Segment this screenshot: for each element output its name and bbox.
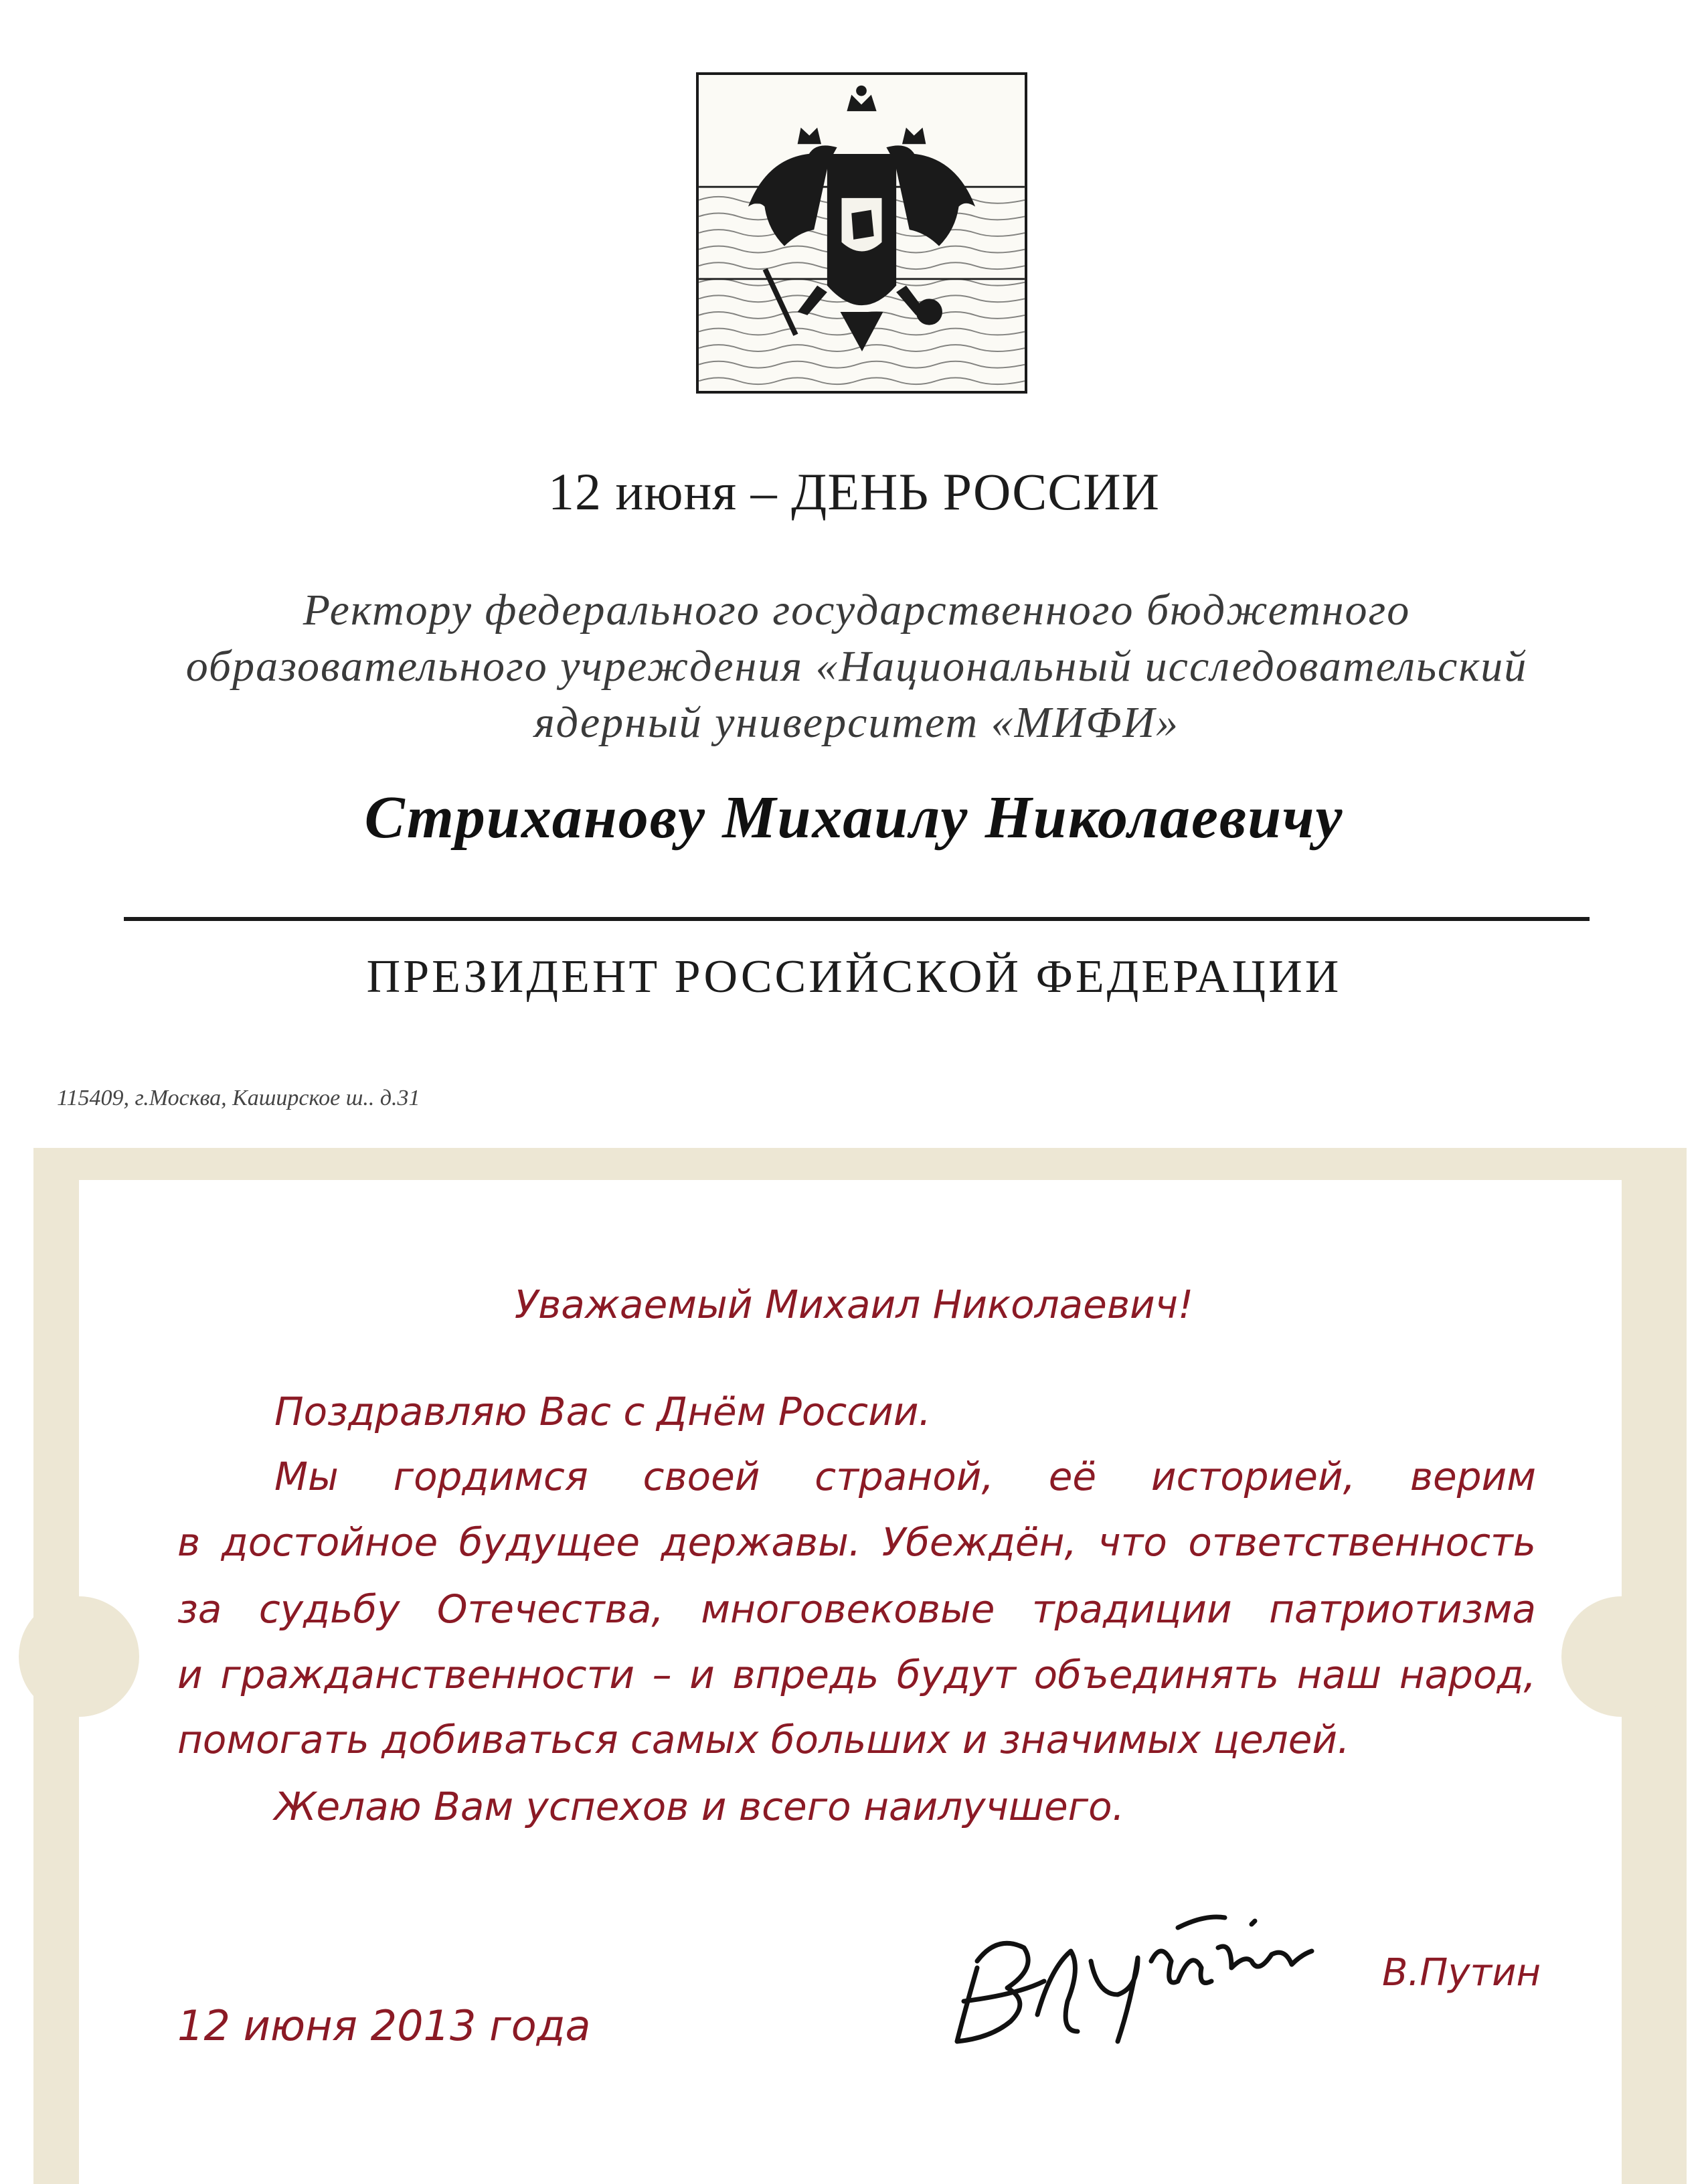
letter-line: за судьбу Отечества, многовековые традиции патриотизма: [177, 1586, 1536, 1632]
card-notch-right: [1561, 1596, 1682, 1717]
recipient-line: Ректору федерального государственного бюджетного: [303, 586, 1411, 635]
signer-name: В.Путин: [1382, 1951, 1541, 1995]
letter-line: и гражданственности – и впредь будут объединять наш народ,: [177, 1652, 1536, 1697]
letter-line: в достойное будущее державы. Убеждён, что ответственность: [177, 1519, 1536, 1565]
letter-line: Мы гордимся своей страной, её историей, верим: [274, 1454, 1536, 1499]
recipient-line: образовательного учреждения «Национальный исследовательский: [185, 642, 1528, 691]
card-notch-left: [19, 1596, 139, 1717]
recipient-title: [54, 582, 1660, 751]
letter-greeting: Уважаемый Михаил Николаевич!: [514, 1282, 1194, 1327]
recipient-line: ядерный университет «МИФИ»: [533, 698, 1179, 747]
signature-icon: [937, 1887, 1365, 2062]
recipient-name: Стриханову Михаилу Николаевичу: [364, 784, 1344, 851]
letter-closing: Желаю Вам успехов и всего наилучшего.: [274, 1784, 1125, 1829]
coat-of-arms-emblem: [696, 72, 1027, 394]
sender-title: ПРЕЗИДЕНТ РОССИЙСКОЙ ФЕДЕРАЦИИ: [366, 951, 1342, 1003]
letter-line: Поздравляю Вас с Днём России.: [274, 1389, 931, 1434]
address: 115409, г.Москва, Каширское ш.. д.31: [57, 1086, 420, 1110]
letter-date: 12 июня 2013 года: [177, 2001, 591, 2050]
letter-line: помогать добиваться самых больших и значимых целей.: [177, 1717, 1350, 1762]
double-headed-eagle-icon: [699, 75, 1025, 391]
heading-russia-day: 12 июня – ДЕНЬ РОССИИ: [548, 463, 1160, 521]
divider: [124, 917, 1590, 921]
